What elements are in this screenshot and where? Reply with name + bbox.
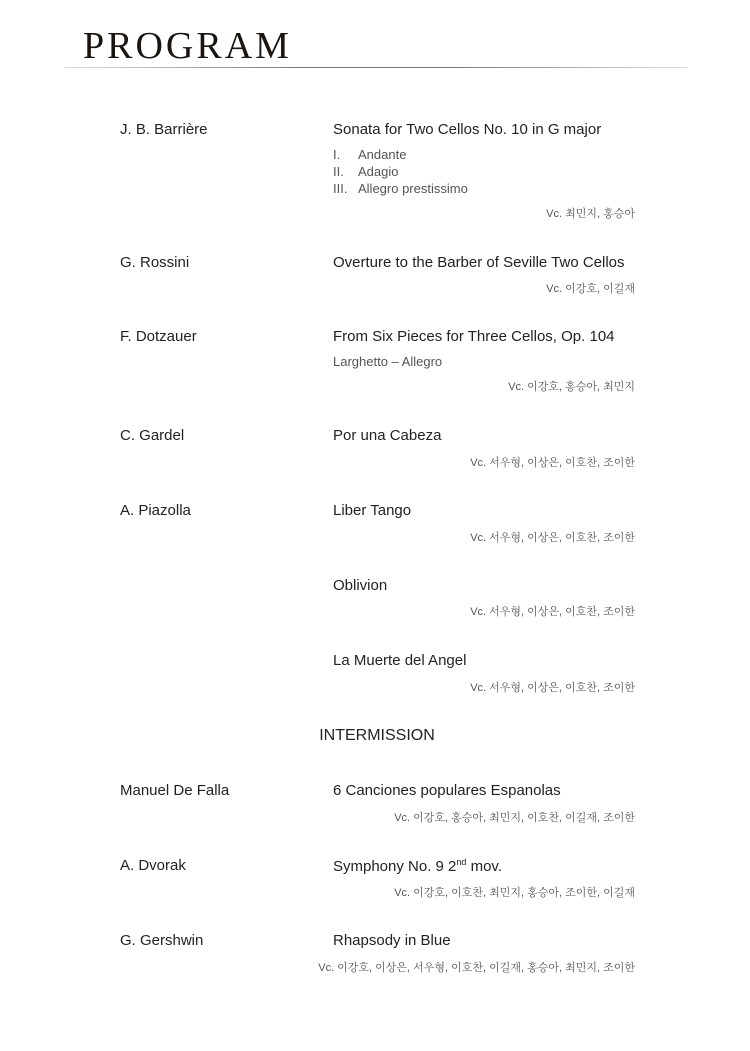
- work-title: Liber Tango: [333, 502, 412, 519]
- composer-name: F. Dotzauer: [120, 328, 197, 345]
- composer-name: G. Gershwin: [120, 932, 204, 949]
- movement-name: Allegro prestissimo: [358, 181, 468, 196]
- work-title: Overture to the Barber of Seville Two Cellos: [333, 254, 625, 271]
- performers: Vc. 이강호, 홍승아, 최민지: [508, 381, 635, 393]
- performers: Vc. 이강호, 홍승아, 최민지, 이호찬, 이길재, 조이한: [394, 812, 635, 824]
- work-title: [333, 857, 502, 875]
- composer-name: Manuel De Falla: [120, 782, 230, 799]
- composer-name: A. Dvorak: [120, 857, 186, 874]
- composer-name: C. Gardel: [120, 427, 185, 444]
- page-title: PROGRAM: [83, 25, 292, 67]
- performers: Vc. 서우형, 이상은, 이호찬, 조이한: [470, 606, 635, 618]
- performers: Vc. 서우형, 이상은, 이호찬, 조이한: [470, 457, 635, 469]
- movement-item: [333, 146, 468, 163]
- work-title: From Six Pieces for Three Cellos, Op. 104: [333, 328, 615, 345]
- work-title: Sonata for Two Cellos No. 10 in G major: [333, 121, 602, 138]
- title-divider: [64, 67, 688, 68]
- movement-item: [333, 180, 468, 197]
- performers: Vc. 서우형, 이상은, 이호찬, 조이한: [470, 532, 635, 544]
- work-title: Oblivion: [333, 577, 388, 594]
- movement-list: [333, 146, 468, 197]
- movement-item: [333, 163, 468, 180]
- composer-name: A. Piazolla: [120, 502, 191, 519]
- performers: Vc. 이강호, 이길재: [546, 283, 635, 295]
- performers: Vc. 서우형, 이상은, 이호찬, 조이한: [470, 682, 635, 694]
- intermission-heading: INTERMISSION: [319, 727, 435, 744]
- movement-name: Adagio: [358, 164, 399, 179]
- composer-name: G. Rossini: [120, 254, 190, 271]
- composer-name: J. B. Barrière: [120, 121, 208, 138]
- work-title: 6 Canciones populares Espanolas: [333, 782, 561, 799]
- movement-number: III.: [333, 181, 348, 196]
- work-title-tail: mov.: [466, 858, 502, 875]
- movement-number: II.: [333, 164, 344, 179]
- work-title-main: Symphony No. 9 2: [333, 858, 457, 875]
- movement-number: I.: [333, 147, 341, 162]
- work-title: Rhapsody in Blue: [333, 932, 451, 949]
- work-title: La Muerte del Angel: [333, 652, 467, 669]
- performers: Vc. 최민지, 홍승아: [546, 208, 635, 220]
- movement-name: Andante: [358, 147, 407, 162]
- performers: Vc. 이강호, 이상은, 서우형, 이호찬, 이길재, 홍승아, 최민지, 조이한: [318, 962, 635, 974]
- ordinal-suffix: nd: [456, 857, 467, 867]
- performers: Vc. 이강호, 이호찬, 최민지, 홍승아, 조이한, 이길재: [394, 887, 635, 899]
- work-subtitle: Larghetto – Allegro: [333, 354, 443, 369]
- work-title: Por una Cabeza: [333, 427, 442, 444]
